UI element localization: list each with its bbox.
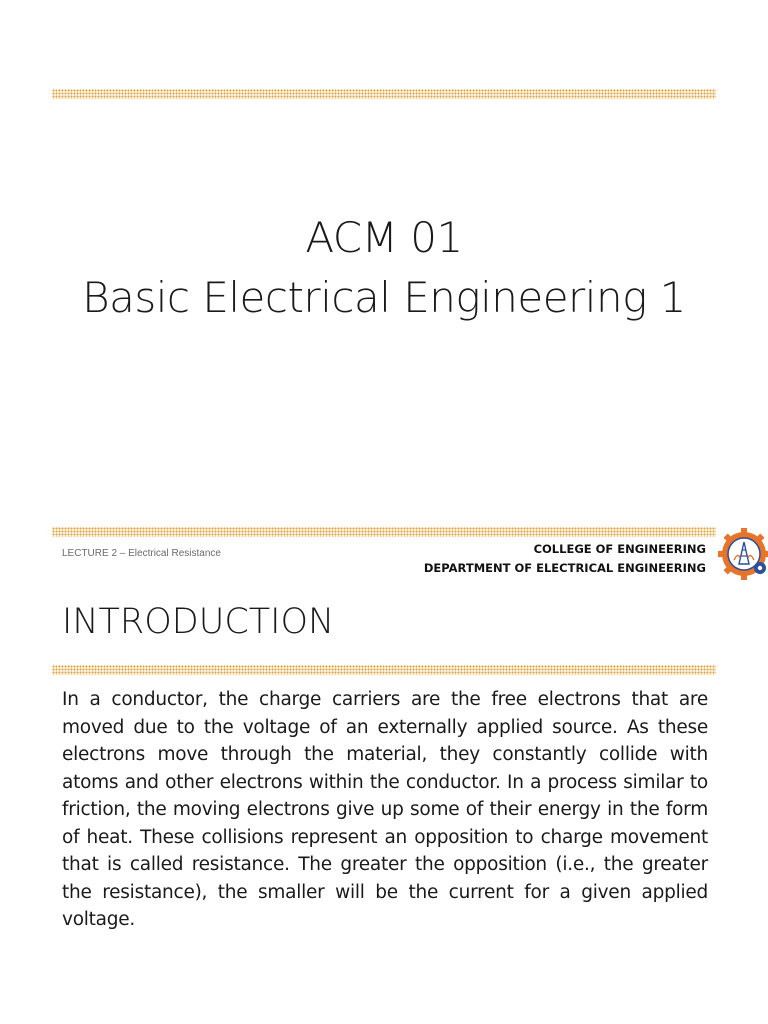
section-dotted-divider (52, 665, 716, 675)
top-dotted-divider (52, 89, 716, 99)
course-code: ACM 01 (305, 213, 463, 262)
college-seal-icon (716, 526, 768, 582)
introduction-paragraph: In a conductor, the charge carriers are the free electrons that are moved due to the voltage of an externally applied source. As these electrons move through the material, they constantly collide with atoms and other electrons within the conductor. In a process similar to friction, the moving electrons give up some of their energy in the form of heat. These collisions represent an opposition to charge movement that is called resistance. The greater the opposition (i.e., the greater the resistance), the smaller will be the current for a given applied voltage. (62, 689, 708, 930)
header-dotted-divider (52, 527, 716, 537)
course-title: Basic Electrical Engineering 1 (82, 273, 686, 322)
lecture-label: LECTURE 2 – Electrical Resistance (62, 548, 221, 559)
section-heading: INTRODUCTION (62, 602, 335, 642)
college-name: COLLEGE OF ENGINEERING (533, 542, 706, 556)
slide-title (0, 208, 768, 328)
college-name-block (424, 540, 706, 578)
department-name: DEPARTMENT OF ELECTRICAL ENGINEERING (423, 561, 706, 575)
